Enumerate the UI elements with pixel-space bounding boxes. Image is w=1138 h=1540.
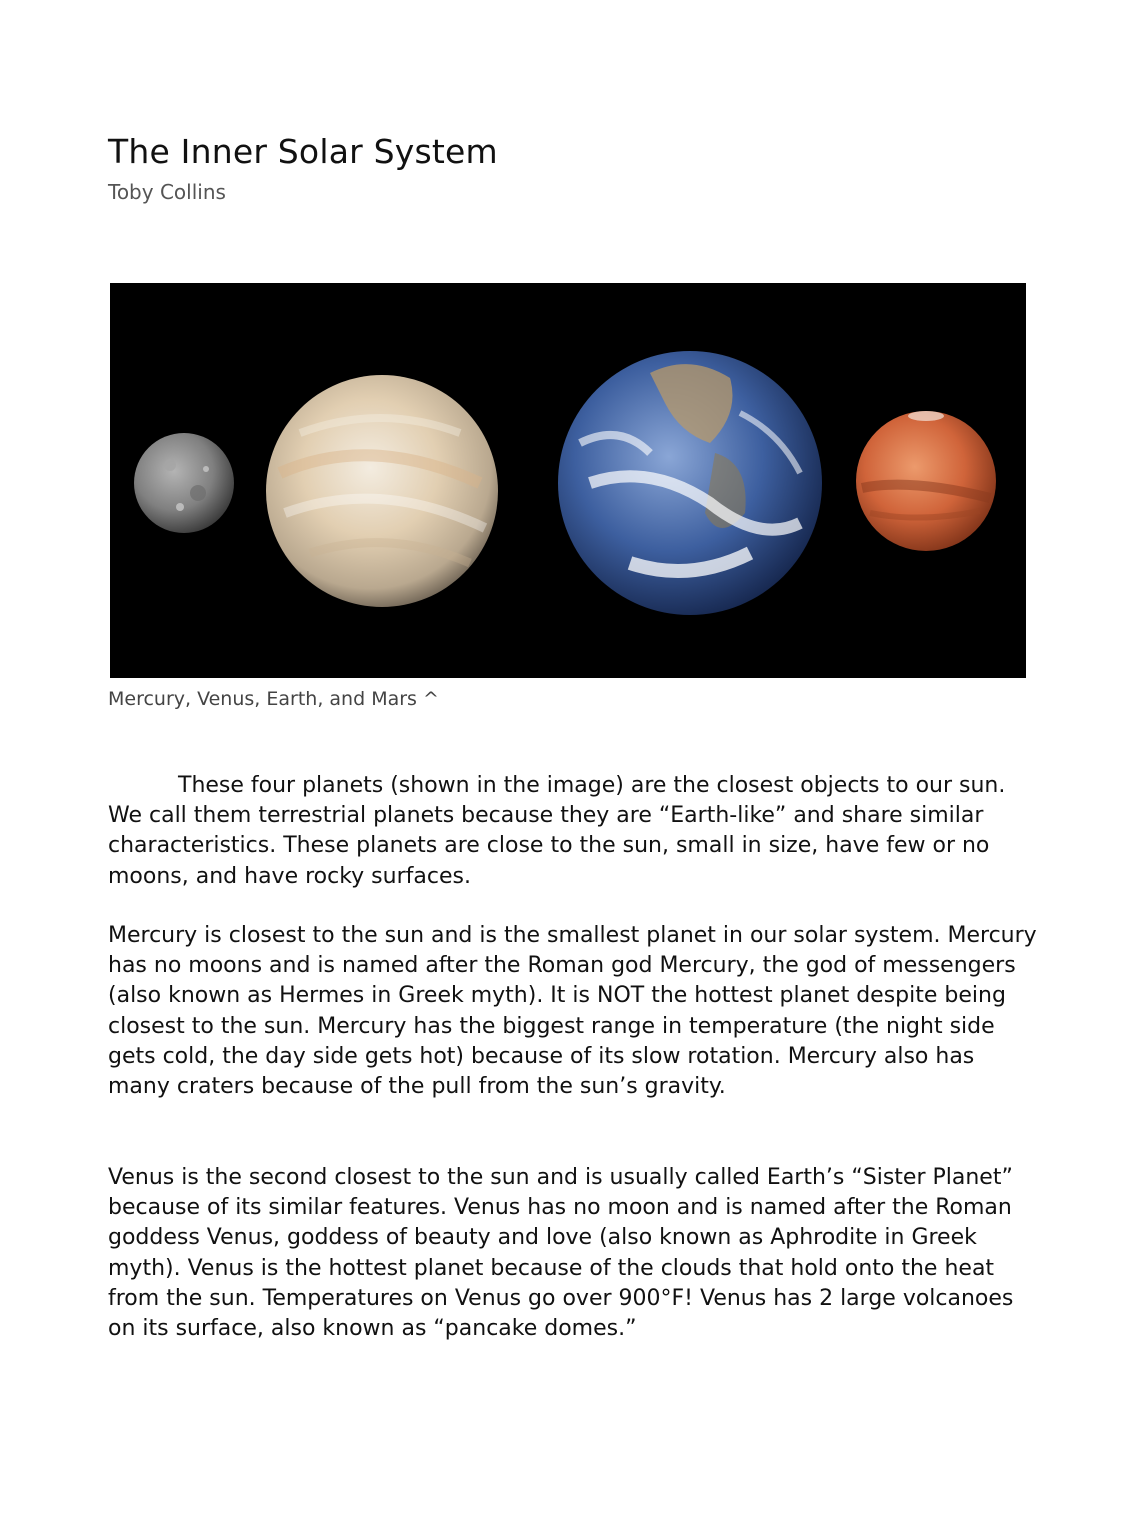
document-title: The Inner Solar System [108,132,498,171]
paragraph-mercury: Mercury is closest to the sun and is the smallest planet in our solar system. Mercury has no moons and is named after the Roman god Mercury, the god of messengers (also known as Hermes in Greek myth). It is NOT the hottest planet despite being closest to the sun. Mercury has the biggest range in temperature (the night side gets cold, the day side gets hot) because of its slow rotation. Mercury also has many craters because of the pull from the sun’s gravity. [108,923,1037,1100]
paragraph-venus: Venus is the second closest to the sun and is usually called Earth’s “Sister Planet” because of its similar features. Venus has no moon and is named after the Roman goddess Venus, goddess of beauty and love (also known as Aphrodite in Greek myth). Venus is the hottest planet because of the clouds that hold onto the heat from the sun. Temperatures on Venus go over 900°F! Venus has 2 large volcanoes on its surface, also known as “pancake domes.” [108,1165,1014,1342]
earth-planet [558,351,822,615]
planets-image [110,283,1026,678]
document-author: Toby Collins [108,180,226,204]
mars-planet [856,411,996,551]
mercury-planet [134,433,234,533]
figure-caption: Mercury, Venus, Earth, and Mars ^ [108,688,439,710]
venus-planet [266,375,498,607]
paragraph-intro: These four planets (shown in the image) are the closest objects to our sun. We call them terrestrial planets because they are “Earth-like” and share similar characteristics. These planets are close to the sun, small in size, have few or no moons, and have rocky surfaces. [108,773,1006,889]
